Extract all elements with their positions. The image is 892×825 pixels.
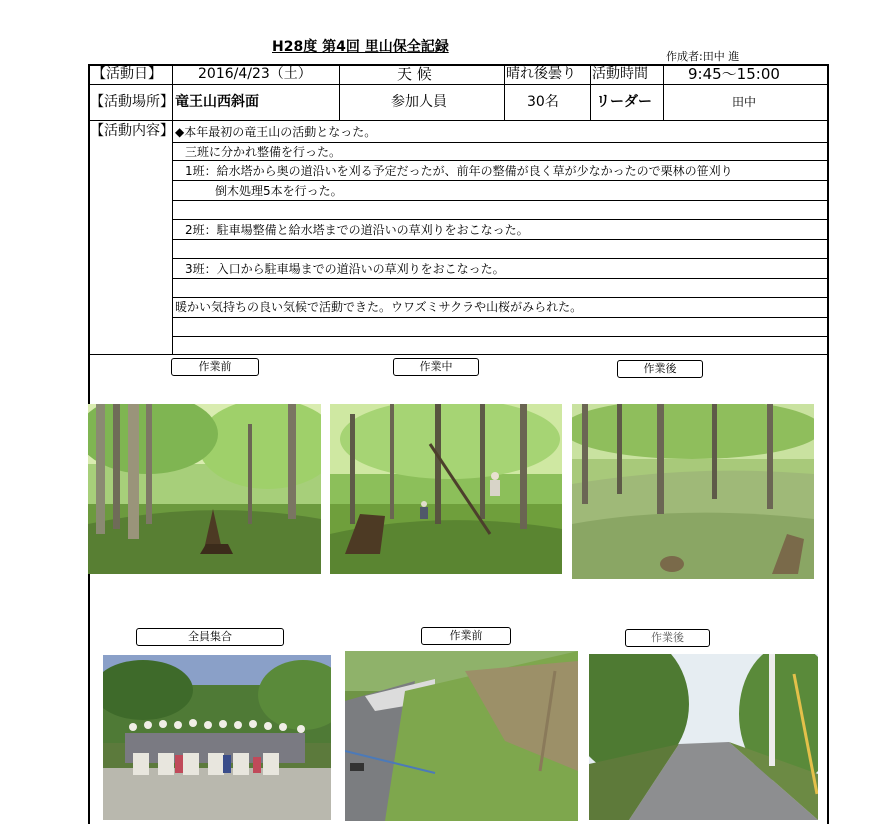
photo-road-after <box>589 654 818 820</box>
table-line <box>663 64 664 120</box>
table-right-border <box>827 64 829 824</box>
photo-label-during: 作業中 <box>393 358 479 376</box>
content-line: 2班：駐車場整備と給水塔までの道沿いの草刈りをおこなった。 <box>185 224 529 236</box>
content-rule <box>172 297 828 298</box>
activity-place-label: 【活動場所】 <box>90 94 174 110</box>
weather-value: 晴れ後曇り <box>506 66 576 82</box>
table-line <box>590 64 591 120</box>
content-rule <box>172 200 828 201</box>
activity-date-label: 【活動日】 <box>92 66 162 82</box>
content-rule <box>172 219 828 220</box>
leader-label: リーダー <box>596 94 652 110</box>
activity-time: 9:45〜15:00 <box>688 65 780 83</box>
content-rule <box>172 278 828 279</box>
content-rule <box>172 317 828 318</box>
activity-content-label: 【活動内容】 <box>90 123 174 139</box>
photo-label-road-before: 作業前 <box>421 627 511 645</box>
photo-forest-after <box>572 404 814 579</box>
photo-label-road-after: 作業後 <box>625 629 710 647</box>
activity-place: 竜王山西斜面 <box>175 94 259 110</box>
photo-road-before <box>345 651 578 821</box>
content-line: 1班：給水塔から奥の道沿いを刈る予定だったが、前年の整備が良く草が少なかったので栗林の笹刈り <box>185 165 733 177</box>
content-rule <box>172 180 828 181</box>
content-line: 倒木処理5本を行った。 <box>215 185 343 197</box>
content-rule <box>172 160 828 161</box>
table-line <box>88 354 828 355</box>
content-line: 3班：入口から駐車場までの道沿いの草刈りをおこなった。 <box>185 263 505 275</box>
photo-label-group: 全員集合 <box>136 628 284 646</box>
content-rule <box>172 239 828 240</box>
content-rule <box>172 258 828 259</box>
activity-time-label: 活動時間 <box>592 66 648 82</box>
activity-date: 2016/4/23（土） <box>198 66 312 82</box>
participants-label: 参加人員 <box>391 94 447 110</box>
participants-count: 30名 <box>527 94 559 110</box>
table-line <box>88 84 828 85</box>
content-line: ◆本年最初の竜王山の活動となった。 <box>175 126 377 138</box>
table-line <box>504 64 505 120</box>
photo-forest-during <box>330 404 562 574</box>
photo-label-after: 作業後 <box>617 360 703 378</box>
photo-group <box>103 655 331 820</box>
page-title: H28度 第4回 里山保全記録 <box>272 39 449 55</box>
table-line <box>339 64 340 120</box>
photo-label-before: 作業前 <box>171 358 259 376</box>
content-rule <box>172 142 828 143</box>
table-line <box>88 120 828 121</box>
content-line: 三班に分かれ整備を行った。 <box>185 146 342 158</box>
leader-name: 田中 <box>732 95 757 109</box>
weather-label: 天 候 <box>397 65 432 83</box>
content-rule <box>172 336 828 337</box>
photo-forest-before <box>88 404 321 574</box>
author: 作成者:田中 進 <box>666 50 740 63</box>
content-line: 暖かい気持ちの良い気候で活動できた。ウワズミサクラや山桜がみられた。 <box>175 301 583 313</box>
